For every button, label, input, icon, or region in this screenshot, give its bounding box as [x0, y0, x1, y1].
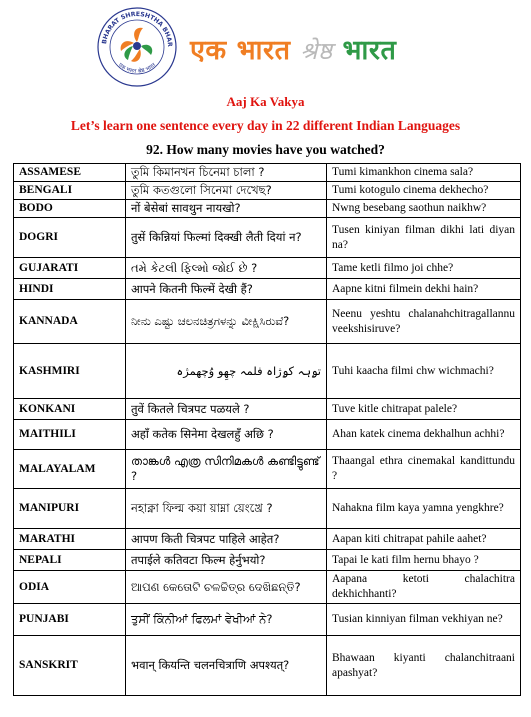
table-row — [14, 550, 521, 571]
table-row — [14, 636, 521, 696]
transliteration: Aapne kitni filmein dekhi hain? — [327, 279, 521, 300]
table-row — [14, 279, 521, 300]
language-name: BENGALI — [14, 182, 126, 200]
language-name: HINDI — [14, 279, 126, 300]
table-row — [14, 450, 521, 489]
ebsb-emblem — [96, 6, 178, 88]
table-row — [14, 218, 521, 258]
language-name: BODO — [14, 200, 126, 218]
language-name: GUJARATI — [14, 258, 126, 279]
transliteration: Tumi kimankhon cinema sala? — [327, 164, 521, 182]
transliteration: Tusian kinniyan filman vekhiyan ne? — [327, 604, 521, 636]
language-name: KANNADA — [14, 300, 126, 344]
transliteration: Ahan katek cinema dekhalhun achhi? — [327, 420, 521, 450]
emblem-lower-text: एक भारत श्रेष्ठ भारत — [116, 62, 158, 75]
native-sentence: ਤੁਸੀਂ ਕਿੰਨੀਆਂ ਫਿਲਮਾਂ ਵੇਖੀਆਂ ਨੇ? — [126, 604, 327, 636]
native-sentence: તમે કેટલી ફિલ્મો જોઈ છે ? — [126, 258, 327, 279]
transliteration: Tame ketli filmo joi chhe? — [327, 258, 521, 279]
language-name: MAITHILI — [14, 420, 126, 450]
native-sentence: तुवें कितले चित्रपट पळयले ? — [126, 399, 327, 420]
language-name: KONKANI — [14, 399, 126, 420]
transliteration: Tuhi kaacha filmi chw wichmachi? — [327, 344, 521, 399]
table-row — [14, 399, 521, 420]
transliteration: Aapan kiti chitrapat pahile aahet? — [327, 529, 521, 550]
transliteration: Tusen kiniyan filman dikhi lati diyan na? — [327, 218, 521, 258]
table-row — [14, 164, 521, 182]
native-sentence: नों बेसेबां सावथुन नायखो? — [126, 200, 327, 218]
question-heading: 92. How many movies have you watched? — [146, 142, 385, 157]
native-sentence: ଆପଣ କେତୋଟି ଚଳଚ୍ଚିତ୍ର ଦେଖିଛନ୍ତି? — [126, 571, 327, 604]
language-name: NEPALI — [14, 550, 126, 571]
transliteration: Nwng besebang saothun naikhw? — [327, 200, 521, 218]
language-name: SANSKRIT — [14, 636, 126, 696]
table-row — [14, 344, 521, 399]
native-sentence: तुसें किन्नियां फिल्मां दिक्खी लैती दियां न? — [126, 218, 327, 258]
native-sentence: अहाँ कतेक सिनेमा देखलहुँ अछि ? — [126, 420, 327, 450]
native-sentence: تۄہہ کۄژاہ فلمہ چھِو وُچھمژہ — [126, 344, 327, 399]
language-name: ODIA — [14, 571, 126, 604]
emblem-ring-text: BHARAT SHRESHTHA BHAR — [101, 10, 174, 48]
language-name: DOGRI — [14, 218, 126, 258]
transliteration: Neenu yeshtu chalanahchitragallannu veekshisiruve? — [327, 300, 521, 344]
transliteration: Aapana ketoti chalachitra dekhichhanti? — [327, 571, 521, 604]
language-name: ASSAMESE — [14, 164, 126, 182]
brand-title — [190, 30, 396, 67]
native-sentence: ನೀನು ಎಷ್ಟು ಚಲನಚಿತ್ರಗಳನ್ನು ವೀಕ್ಷಿಸಿರುವೆ? — [126, 300, 327, 344]
page-title: Aaj Ka Vakya — [226, 94, 305, 109]
native-sentence: താങ്കൾ എത്ര സിനിമകൾ കണ്ടിട്ടുണ്ട് ? — [126, 450, 327, 489]
page-subtitle: Let’s learn one sentence every day in 22 different Indian Languages — [70, 118, 461, 133]
table-row — [14, 420, 521, 450]
transliteration: Bhawaan kiyanti chalanchitraani apashyat? — [327, 636, 521, 696]
brand-word-bharat-2: भारत — [342, 35, 397, 66]
table-row — [14, 182, 521, 200]
transliteration: Tuve kitle chitrapat palele? — [327, 399, 521, 420]
transliteration: Thaangal ethra cinemakal kandittundu ? — [327, 450, 521, 489]
language-name: MALAYALAM — [14, 450, 126, 489]
brand-word-shreshtha: श्रेष्ठ — [300, 37, 333, 65]
table-row — [14, 258, 521, 279]
emblem-graphic — [96, 6, 178, 88]
native-sentence: आपने कितनी फिल्में देखी हैं? — [126, 279, 327, 300]
language-name: MARATHI — [14, 529, 126, 550]
brand-word-bharat-1: भारत — [236, 35, 291, 66]
table-row — [14, 529, 521, 550]
table-row — [14, 200, 521, 218]
transliteration: Tapai le kati film hernu bhayo ? — [327, 550, 521, 571]
native-sentence: तपाईले कतिवटा फिल्म हेर्नुभयो? — [126, 550, 327, 571]
table-row — [14, 489, 521, 529]
native-sentence: आपण किती चित्रपट पाहिले आहेत? — [126, 529, 327, 550]
language-name: PUNJABI — [14, 604, 126, 636]
table-row — [14, 571, 521, 604]
language-name: KASHMIRI — [14, 344, 126, 399]
table-row — [14, 300, 521, 344]
native-sentence: তুমি কিমানখন চিনেমা চালা ? — [126, 164, 327, 182]
native-sentence: তুমি কতগুলো সিনেমা দেখেছ? — [126, 182, 327, 200]
table-row — [14, 604, 521, 636]
translations-table — [13, 163, 521, 696]
language-name: MANIPURI — [14, 489, 126, 529]
native-sentence: भवान् कियन्ति चलनचित्राणि अपश्यत्? — [126, 636, 327, 696]
transliteration: Nahakna film kaya yamna yengkhre? — [327, 489, 521, 529]
native-sentence: নহাক্না ফিল্ম কয়া য়াম্না য়েংখ্রে ? — [126, 489, 327, 529]
brand-word-ek: एक — [190, 35, 227, 66]
transliteration: Tumi kotogulo cinema dekhecho? — [327, 182, 521, 200]
